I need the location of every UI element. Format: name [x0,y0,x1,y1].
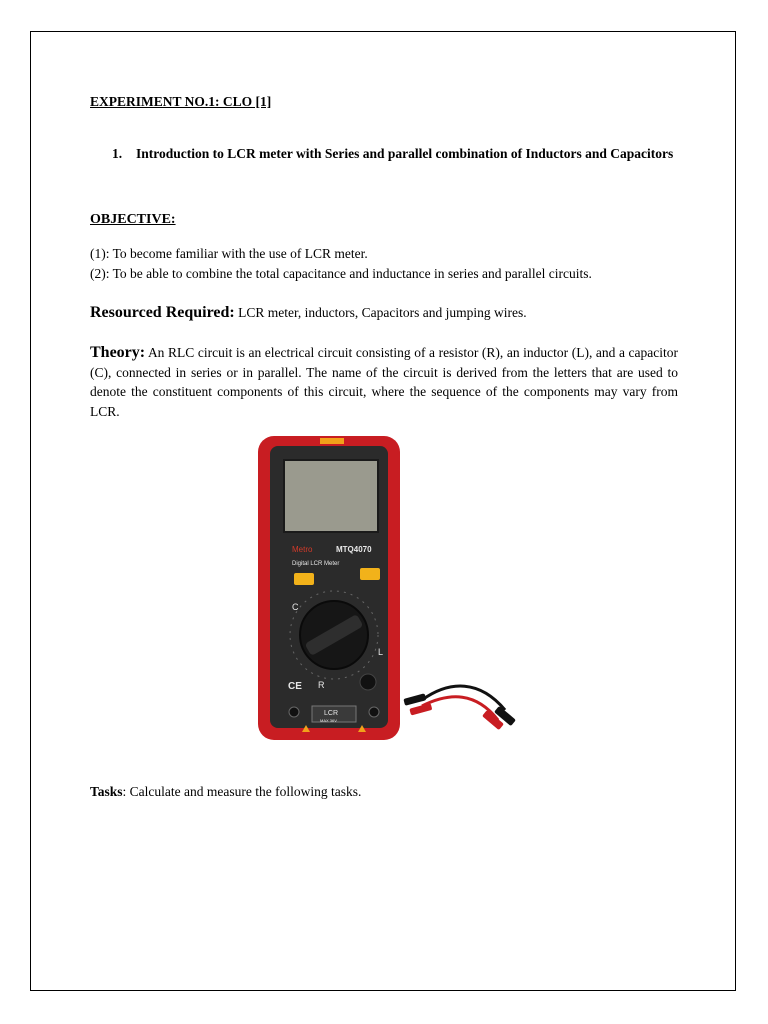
test-leads [403,686,516,730]
meter-subtitle: Digital LCR Meter [292,561,340,567]
tasks-paragraph [90,784,361,800]
function-button [360,568,380,580]
dial-label-l: L [378,647,384,657]
experiment-heading: EXPERIMENT NO.1: CLO [1] [90,94,272,109]
port-sublabel: MAX 36V [320,718,337,723]
list-text: Introduction to LCR meter with Series and parallel combination of Inductors and Capacitors [136,146,674,161]
dial-label-c: C [292,602,299,612]
ce-mark: CE [288,681,302,692]
objective-line-1: (1): To become familiar with the use of LCR meter. [90,246,368,261]
terminal-right [369,707,379,717]
theory-label: Theory: [90,344,146,361]
brand-logo: Metro [292,545,313,554]
port-label: LCR [324,710,339,717]
tasks-text: : Calculate and measure the following tasks. [122,784,362,799]
top-tab [320,438,344,444]
objective-heading: OBJECTIVE: [90,212,176,227]
terminal-left [289,707,299,717]
objective-line-2: (2): To be able to combine the total capacitance and inductance in series and parallel circuits. [90,266,592,281]
lcr-meter-image [250,430,530,745]
resources-label: Resourced Required: [90,304,235,321]
resources-paragraph [90,304,527,322]
lcd-display [284,460,378,532]
resources-text: LCR meter, inductors, Capacitors and jumping wires. [238,305,527,320]
theory-paragraph [90,343,678,421]
hold-button [294,573,314,585]
adjust-knob [360,674,376,690]
list-number: 1. [112,146,123,161]
tasks-label: Tasks [90,784,123,799]
dial-label-r: R [318,680,325,690]
theory-text: An RLC circuit is an electrical circuit consisting of a resistor (R), an inductor (L), and a capacitor (C), connected in series or in parallel. The name of the circuit is derived from the letters that are used to denote the constituent components of this circuit, where the sequence of the components may vary from LCR. [90,345,678,419]
model-label: MTQ4070 [336,545,372,554]
